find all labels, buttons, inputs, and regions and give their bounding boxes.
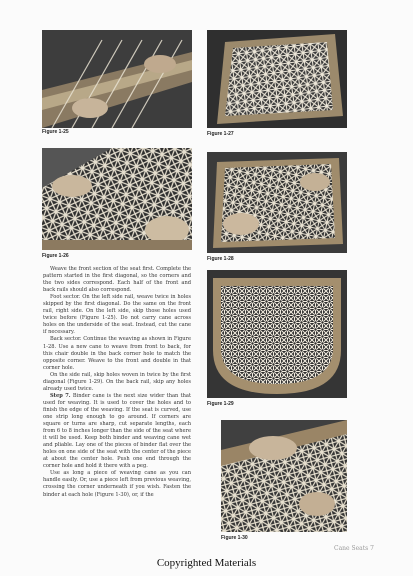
figure-caption: Figure 1-28 — [207, 256, 234, 262]
figure-caption: Figure 1-29 — [207, 401, 234, 407]
paragraph-text: Weave the front section of the seat first. Complete the pattern started in the first diagonal, so the corners and the two sides correspond. Each half of the front and back rails should also correspond. — [43, 266, 191, 294]
figure-caption: Figure 1-26 — [42, 253, 69, 259]
paragraph — [43, 294, 191, 336]
figure-1-25-photo — [42, 30, 192, 128]
figure-caption: Figure 1-25 — [42, 129, 69, 135]
page-folio: Cane Seats 7 — [334, 545, 374, 552]
paragraph-text: On the side rail, skip holes woven in twice by the first diagonal (Figure 1-29). On the back rail, skip any holes already used twice. — [43, 371, 191, 392]
watermark: Copyrighted Materials — [156, 557, 257, 569]
paragraph — [43, 372, 191, 393]
paragraph — [43, 336, 191, 371]
figure-1-30-photo — [221, 420, 347, 532]
paragraph-text: Use as long a piece of weaving cane as you can handle easily. Or, use a piece left from previous weaving, crossing the corner underneath if you wish. Fasten the binder at each hole (Figure 1-30), or, if the — [43, 470, 191, 498]
body-text-column — [43, 266, 191, 499]
step-lead: Step 7. — [50, 392, 71, 399]
figure-caption: Figure 1-30 — [221, 535, 248, 541]
paragraph-text: Binder cane is the next size wider than that used for weaving. It is used to cover the holes and to finish the edge of the weaving. If the seat is curved, use one strip long enough to go around. If corners are square or turns are sharp, cut separate lengths, each from 6 to 8 inches longer than the side of the seat where it will be used. Keep both binder and weaving cane wet and pliable. Lay one of the pieces of binder flat over the holes on one side of the seat with the center of the piece at about the center hole. Push one end through the corner hole and hold it there with a peg. — [43, 392, 191, 470]
paragraph — [43, 393, 191, 471]
figure-1-29-photo — [207, 270, 347, 398]
figure-1-27-photo — [207, 30, 347, 128]
paragraph-text: Back sector. Continue the weaving as shown in Figure 1-28. Use a new cane to weave from front to back, for this chair double in the back corner hole to match the opposite corner. Weave to the front and double in that corner hole. — [43, 336, 191, 371]
paragraph — [43, 470, 191, 498]
figure-caption: Figure 1-27 — [207, 131, 234, 137]
figure-1-28-photo — [207, 152, 347, 253]
paragraph-text: Foot sector. On the left side rail, weave twice in holes skipped by the first diagonal. Do the same on the front rail, right side. On the left side, skip those holes used twice before (Figure 1-25). Do not carry cane across holes on the underside of the seat. Instead, cut the cane if necessary. — [43, 294, 191, 336]
figure-1-26-photo — [42, 148, 192, 250]
paragraph — [43, 266, 191, 294]
